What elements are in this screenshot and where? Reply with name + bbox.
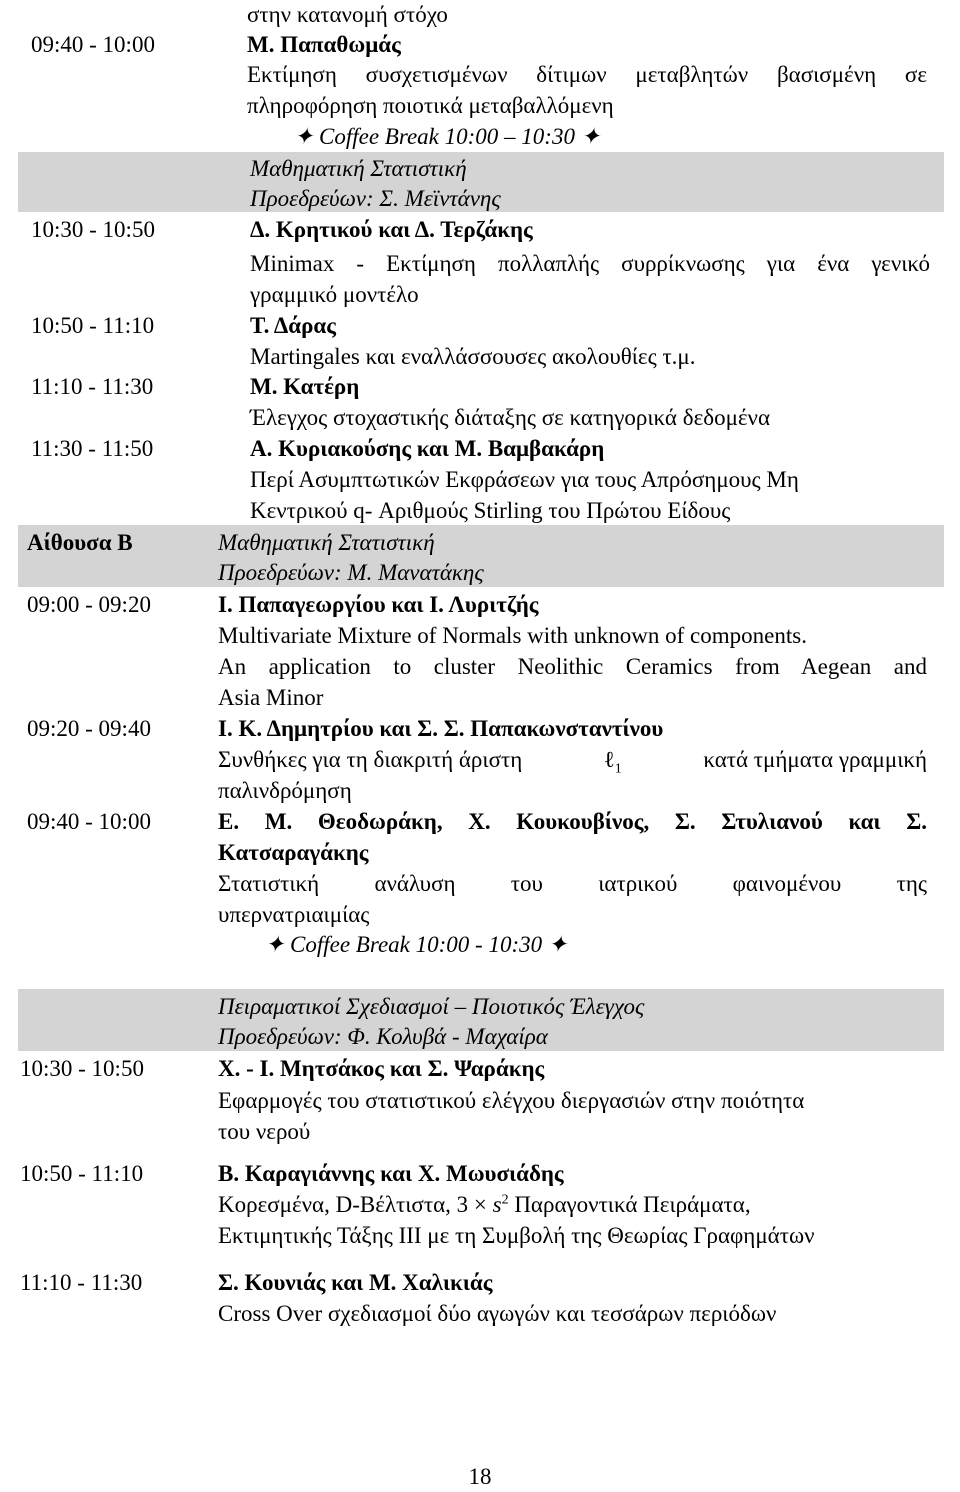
talk-title: Εφαρμογές του στατιστικού ελέγχου διεργασιών στην ποιότητα <box>218 1088 805 1113</box>
talk-title: Περί Ασυμπτωτικών Εκφράσεων για τους Απρόσημους Μη <box>250 467 799 492</box>
talk-title: Cross Over σχεδιασμοί δύο αγωγών και τεσσάρων περιόδων <box>218 1301 777 1326</box>
continued-title: στην κατανομή στόχο <box>247 2 448 27</box>
room-label: Αίθουσα Β <box>27 530 133 555</box>
talk-title: Minimax - Εκτίμηση πολλαπλής συρρίκνωσης για ένα γενικό <box>250 251 930 276</box>
talk-authors: Ι. Παπαγεωργίου και Ι. Λυριτζής <box>218 592 539 617</box>
talk-time: 11:30 - 11:50 <box>31 436 154 461</box>
session-title: Μαθηματική Στατιστική <box>250 156 467 181</box>
math-symbol <box>604 744 622 775</box>
title-part: Κορεσμένα, D-Βέλτιστα, 3 × <box>218 1192 493 1217</box>
title-part: κατά τμήματα γραμμική <box>703 747 927 772</box>
talk-authors: Ι. Κ. Δημητρίου και Σ. Σ. Παπακωνσταντίνου <box>218 716 664 741</box>
talk-title: An application to cluster Neolithic Ceramics from Aegean and <box>218 654 927 679</box>
math-variable: s <box>492 1192 502 1217</box>
talk-title: υπερνατριαιμίας <box>218 902 370 927</box>
superscript: 2 <box>501 1192 509 1208</box>
talk-authors: Σ. Κουνιάς και Μ. Χαλικιάς <box>218 1270 493 1295</box>
talk-title: παλινδρόμηση <box>218 778 352 803</box>
subscript: 1 <box>614 761 622 777</box>
talk-authors: Δ. Κρητικού και Δ. Τερζάκης <box>250 217 533 242</box>
talk-title: Έλεγχος στοχαστικής διάταξης σε κατηγορικά δεδομένα <box>250 405 771 430</box>
session-chair: Προεδρεύων: Μ. Μανατάκης <box>218 560 484 585</box>
session-chair: Προεδρεύων: Σ. Μεϊντάνης <box>250 186 501 211</box>
talk-time: 09:20 - 09:40 <box>27 716 151 741</box>
talk-title <box>218 1189 751 1220</box>
talk-title: Martingales και εναλλάσσουσες ακολουθίες τ.μ. <box>250 344 696 369</box>
talk-authors: Ε. Μ. Θεοδωράκη, Χ. Κουκουβίνος, Σ. Στυλιανού και Σ. <box>218 809 927 834</box>
talk-title <box>218 744 927 775</box>
talk-title: του νερού <box>218 1119 311 1144</box>
talk-authors: Μ. Παπαθωμάς <box>247 32 401 57</box>
coffee-break: ✦ Coffee Break 10:00 – 10:30 ✦ <box>294 124 600 149</box>
talk-title: Κεντρικού q- Αριθμούς Stirling του Πρώτου Είδους <box>250 498 731 523</box>
page-number: 18 <box>468 1464 492 1489</box>
talk-time: 10:30 - 10:50 <box>20 1056 144 1081</box>
talk-time: 10:50 - 11:10 <box>31 313 155 338</box>
talk-time: 11:10 - 11:30 <box>20 1270 143 1295</box>
talk-authors: Μ. Κατέρη <box>250 374 360 399</box>
title-part: Συνθήκες για τη διακριτή άριστη <box>218 747 523 772</box>
talk-time: 10:30 - 10:50 <box>31 217 155 242</box>
talk-time: 09:40 - 10:00 <box>27 809 151 834</box>
session-title: Πειραματικοί Σχεδιασμοί – Ποιοτικός Έλεγχος <box>218 994 645 1019</box>
talk-title: πληροφόρηση ποιοτικά μεταβαλλόμενη <box>247 93 614 118</box>
session-chair: Προεδρεύων: Φ. Κολυβά - Μαχαίρα <box>218 1024 548 1049</box>
talk-authors: Τ. Δάρας <box>250 313 336 338</box>
talk-authors: Β. Καραγιάννης και Χ. Μωυσιάδης <box>218 1161 564 1186</box>
talk-authors: Χ. - Ι. Μητσάκος και Σ. Ψαράκης <box>218 1056 545 1081</box>
talk-authors: Κατσαραγάκης <box>218 840 369 865</box>
talk-time: 10:50 - 11:10 <box>20 1161 144 1186</box>
coffee-break: ✦ Coffee Break 10:00 - 10:30 ✦ <box>265 932 568 957</box>
talk-title: Asia Minor <box>218 685 324 710</box>
talk-time: 09:00 - 09:20 <box>27 592 151 617</box>
talk-time: 09:40 - 10:00 <box>31 32 155 57</box>
talk-title: Εκτιμητικής Τάξης ΙΙΙ με τη Συμβολή της Θεωρίας Γραφημάτων <box>218 1223 815 1248</box>
talk-title: Εκτίμηση συσχετισμένων δίτιμων μεταβλητών βασισμένη σε <box>247 62 927 87</box>
talk-time: 11:10 - 11:30 <box>31 374 154 399</box>
talk-authors: Α. Κυριακούσης και Μ. Βαμβακάρη <box>250 436 605 461</box>
talk-title: Στατιστική ανάλυση του ιατρικού φαινομένου της <box>218 871 927 896</box>
talk-title: Multivariate Mixture of Normals with unknown of components. <box>218 623 807 648</box>
session-title: Μαθηματική Στατιστική <box>218 530 435 555</box>
title-part: Παραγοντικά Πειράματα, <box>508 1192 751 1217</box>
ell-symbol: ℓ <box>603 747 615 772</box>
talk-title: γραμμικό μοντέλο <box>250 282 419 307</box>
